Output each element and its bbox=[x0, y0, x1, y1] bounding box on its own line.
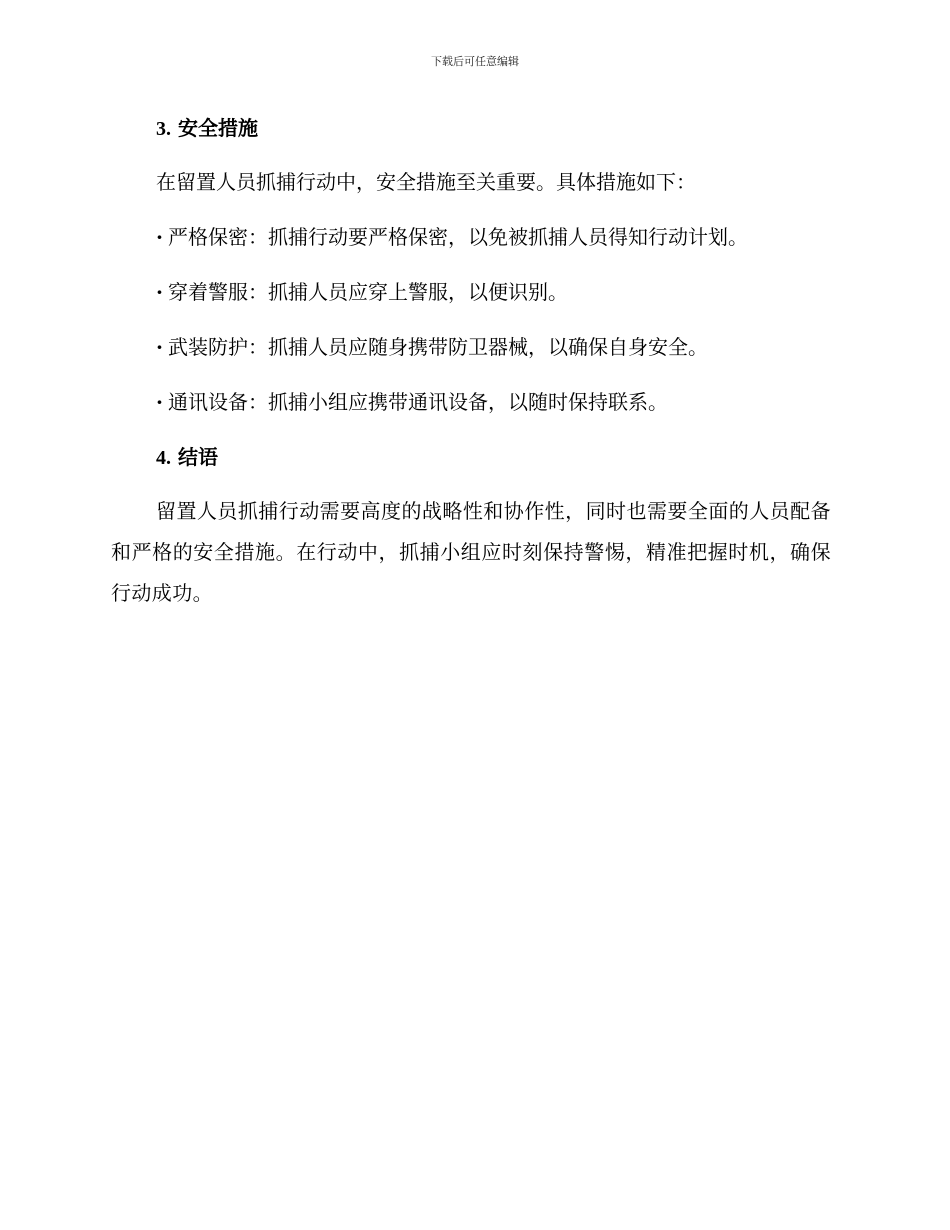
bullet-icon: · bbox=[156, 280, 163, 304]
list-item-text: 严格保密：抓捕行动要严格保密，以免被抓捕人员得知行动计划。 bbox=[168, 225, 748, 249]
list-item bbox=[156, 217, 831, 258]
list-item-text: 穿着警服：抓捕人员应穿上警服，以便识别。 bbox=[168, 280, 568, 304]
section-number: 4. bbox=[156, 447, 171, 469]
section-heading-3 bbox=[156, 108, 831, 148]
section-heading-4 bbox=[156, 437, 831, 477]
bullet-icon: · bbox=[156, 390, 163, 414]
section-title: 安全措施 bbox=[177, 116, 258, 140]
list-item bbox=[156, 382, 831, 423]
bullet-icon: · bbox=[156, 225, 163, 249]
list-item-text: 武装防护：抓捕人员应随身携带防卫器械，以确保自身安全。 bbox=[168, 335, 708, 359]
section-intro-paragraph: 在留置人员抓捕行动中，安全措施至关重要。具体措施如下： bbox=[156, 170, 696, 194]
section-title: 结语 bbox=[177, 445, 218, 469]
list-item-text: 通讯设备：抓捕小组应携带通讯设备，以随时保持联系。 bbox=[168, 390, 668, 414]
document-body bbox=[111, 108, 831, 634]
section-number: 3. bbox=[156, 118, 171, 140]
conclusion-paragraph: 留置人员抓捕行动需要高度的战略性和协作性，同时也需要全面的人员配备和严格的安全措施。在行动中，抓捕小组应时刻保持警惕，精准把握时机，确保行动成功。 bbox=[111, 499, 831, 605]
bullet-icon: · bbox=[156, 335, 163, 359]
page-header: 下载后可任意编辑 bbox=[431, 55, 519, 68]
list-item bbox=[156, 272, 831, 313]
list-item bbox=[156, 327, 831, 368]
safety-measures-list bbox=[111, 217, 831, 423]
